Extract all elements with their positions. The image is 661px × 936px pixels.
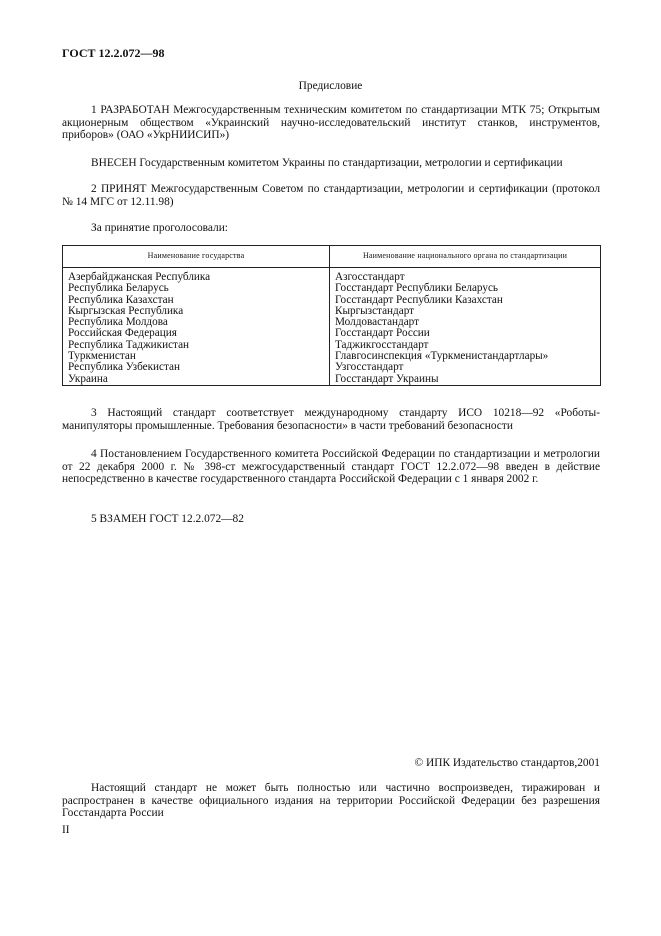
cell-body: Кыргызстандарт bbox=[330, 306, 601, 317]
voting-table bbox=[62, 245, 601, 386]
cell-state: Туркменистан bbox=[63, 351, 330, 362]
paragraph-enactment: 4 Постановлением Государственного комитета Российской Федерации по стандартизации и метрологии от 22 декабря 2000 г. № 398-ст межгосударственный стандарт ГОСТ 12.2.072—98 введен в действие непосредственно в качестве государственного стандарта Российской Федерации с 1 января 2002 г. bbox=[62, 448, 600, 485]
paragraph-replaces: 5 ВЗАМЕН ГОСТ 12.2.072—82 bbox=[91, 513, 244, 525]
column-header-state: Наименование государства bbox=[63, 246, 330, 268]
cell-body: Госстандарт Украины bbox=[330, 374, 601, 386]
column-header-body: Наименование национального органа по стандартизации bbox=[330, 246, 601, 268]
cell-body: Азгосстандарт bbox=[330, 268, 601, 284]
cell-body: Молдовастандарт bbox=[330, 317, 601, 328]
table-row bbox=[63, 268, 601, 284]
cell-state: Республика Казахстан bbox=[63, 295, 330, 306]
paragraph-conformity: 3 Настоящий стандарт соответствует международному стандарту ИСО 10218—92 «Роботы-манипуляторы промышленные. Требования безопасности» в части требований безопасности bbox=[62, 407, 600, 432]
cell-body: Госстандарт Республики Беларусь bbox=[330, 283, 601, 294]
cell-state: Республика Беларусь bbox=[63, 283, 330, 294]
table-header-row bbox=[63, 246, 601, 268]
cell-state: Республика Таджикистан bbox=[63, 340, 330, 351]
section-title: Предисловие bbox=[298, 80, 363, 92]
paragraph-adopted: 2 ПРИНЯТ Межгосударственным Советом по стандартизации, метрологии и сертификации (протокол № 14 МГС от 12.11.98) bbox=[62, 183, 600, 208]
cell-state: Азербайджанская Республика bbox=[63, 268, 330, 284]
table-row bbox=[63, 362, 601, 373]
cell-state: Украина bbox=[63, 374, 330, 386]
cell-state: Республика Узбекистан bbox=[63, 362, 330, 373]
document-header: ГОСТ 12.2.072—98 bbox=[62, 46, 165, 60]
paragraph-introduced: ВНЕСЕН Государственным комитетом Украины по стандартизации, метрологии и сертификации bbox=[91, 157, 563, 169]
cell-state: Республика Молдова bbox=[63, 317, 330, 328]
copyright-notice: © ИПК Издательство стандартов,2001 bbox=[414, 757, 600, 769]
cell-body: Главгосинспекция «Туркменистандартлары» bbox=[330, 351, 601, 362]
paragraph-reproduction-notice: Настоящий стандарт не может быть полностью или частично воспроизведен, тиражирован и распространен в качестве официального издания на территории Российской Федерации без разрешения Госстандарта России bbox=[62, 782, 600, 819]
cell-state: Кыргызская Республика bbox=[63, 306, 330, 317]
table-row bbox=[63, 283, 601, 294]
paragraph-voted: За принятие проголосовали: bbox=[91, 222, 228, 234]
cell-state: Российская Федерация bbox=[63, 328, 330, 339]
cell-body: Узгосстандарт bbox=[330, 362, 601, 373]
cell-body: Госстандарт России bbox=[330, 328, 601, 339]
cell-body: Госстандарт Республики Казахстан bbox=[330, 295, 601, 306]
table-row bbox=[63, 374, 601, 386]
cell-body: Таджикгосстандарт bbox=[330, 340, 601, 351]
paragraph-developed: 1 РАЗРАБОТАН Межгосударственным техническим комитетом по стандартизации МТК 75; Открытым акционерным обществом «Украинский научно-исследовательский институт станков, инструментов, приборов» (ОАО «УкрНИИСИП») bbox=[62, 104, 600, 141]
page-number: II bbox=[62, 824, 70, 836]
